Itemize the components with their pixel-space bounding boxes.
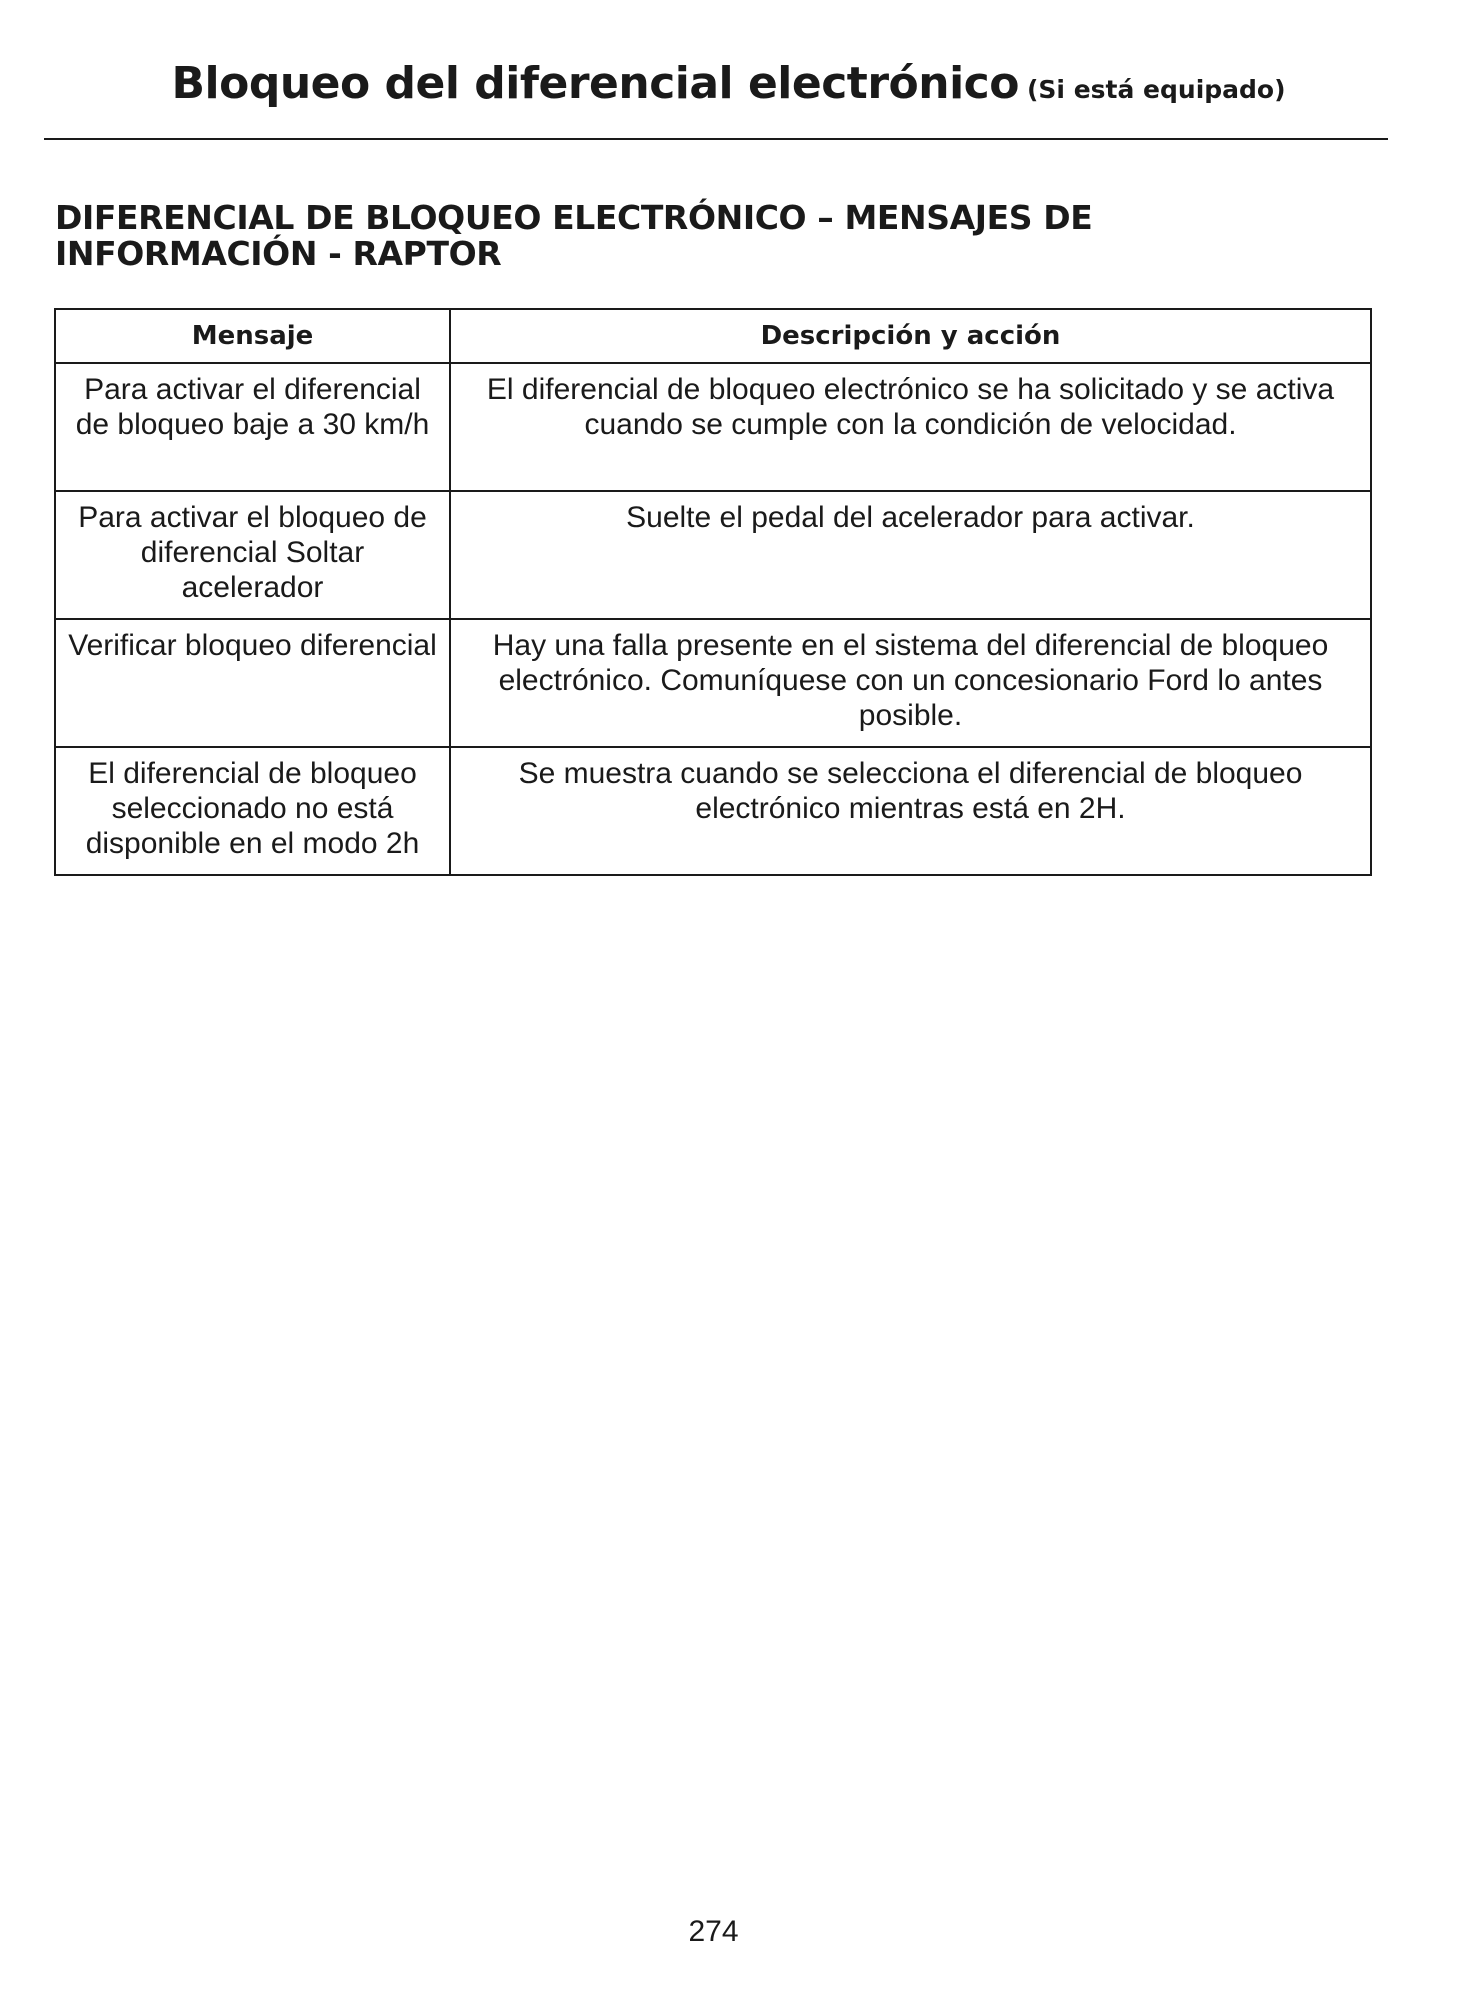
page-number: 274 bbox=[688, 1915, 739, 1948]
description-cell: Suelte el pedal del acelerador para activar. bbox=[450, 491, 1371, 619]
message-cell: El diferencial de bloqueo seleccionado no está disponible en el modo 2h bbox=[55, 747, 450, 875]
page-title: Bloqueo del diferencial electrónico bbox=[171, 58, 1019, 109]
table-header-row bbox=[55, 309, 1371, 363]
description-cell: El diferencial de bloqueo electrónico se ha solicitado y se activa cuando se cumple con la condición de velocidad. bbox=[450, 363, 1371, 491]
section-heading-line-1: DIFERENCIAL DE BLOQUEO ELECTRÓNICO – MENSAJES DE bbox=[55, 198, 1093, 237]
page-header bbox=[0, 58, 1457, 109]
message-cell: Para activar el bloqueo de diferencial Soltar acelerador bbox=[55, 491, 450, 619]
table-row bbox=[55, 491, 1371, 619]
page-subtitle: (Si está equipado) bbox=[1026, 75, 1286, 104]
column-header-description: Descripción y acción bbox=[450, 309, 1371, 363]
header-divider bbox=[44, 138, 1388, 140]
info-messages-table bbox=[54, 308, 1372, 876]
section-heading bbox=[55, 200, 1355, 272]
table-row bbox=[55, 363, 1371, 491]
table-row bbox=[55, 747, 1371, 875]
section-heading-line-2: INFORMACIÓN - RAPTOR bbox=[55, 234, 502, 273]
description-cell: Se muestra cuando se selecciona el diferencial de bloqueo electrónico mientras está en 2H. bbox=[450, 747, 1371, 875]
column-header-message: Mensaje bbox=[55, 309, 450, 363]
description-cell: Hay una falla presente en el sistema del diferencial de bloqueo electrónico. Comuníquese con un concesionario Ford lo antes posible. bbox=[450, 619, 1371, 747]
message-cell: Para activar el diferencial de bloqueo baje a 30 km/h bbox=[55, 363, 450, 491]
message-cell: Verificar bloqueo diferencial bbox=[55, 619, 450, 747]
table-row bbox=[55, 619, 1371, 747]
